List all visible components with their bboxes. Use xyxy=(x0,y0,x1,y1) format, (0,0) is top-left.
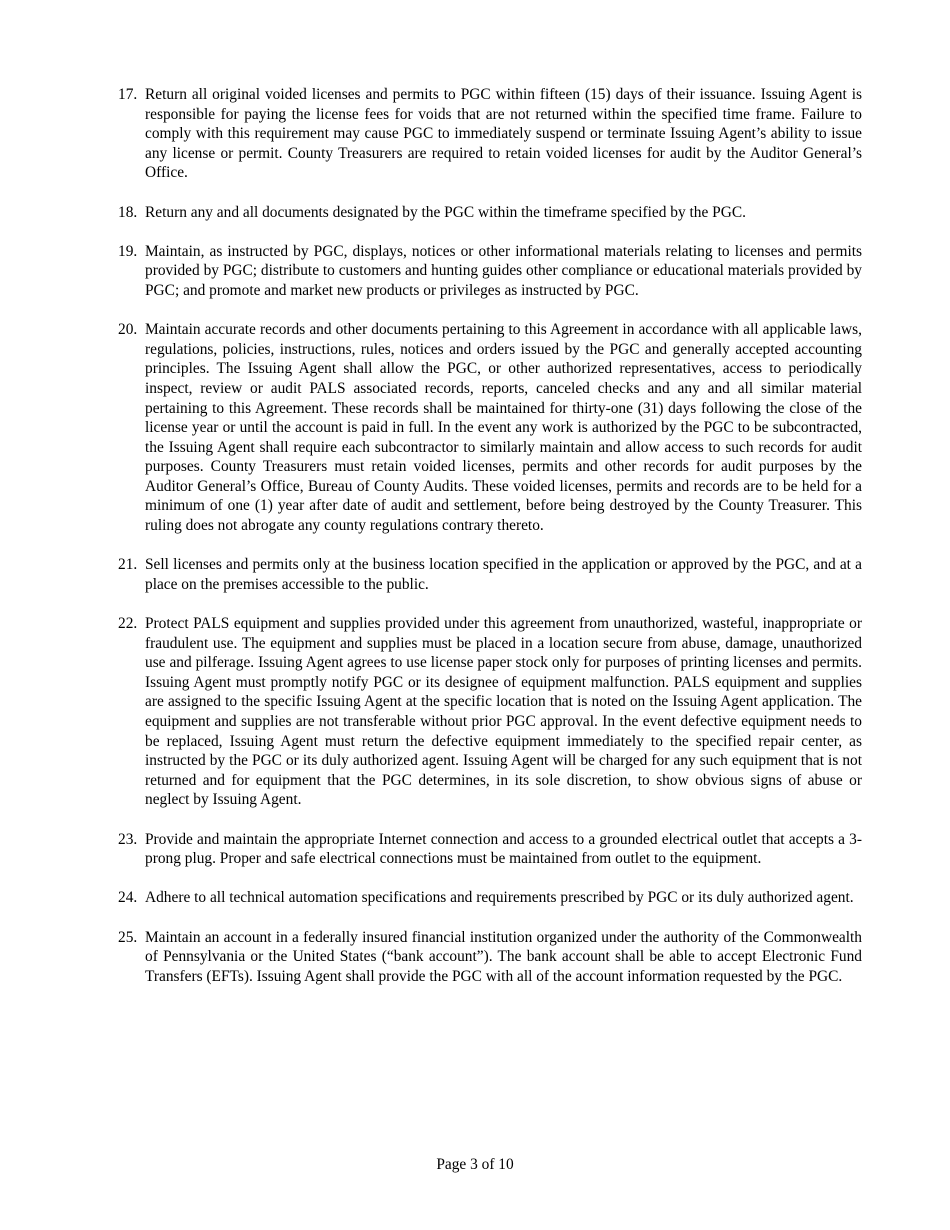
item-text: Maintain accurate records and other documents pertaining to this Agreement in accordance with all applicable laws, regulations, policies, instructions, rules, notices and orders issued by the PGC and generally accepted accounting principles. The Issuing Agent shall allow the PGC, or other authorized representatives, access to periodically inspect, review or audit PALS associated records, reports, canceled checks and any and all similar material pertaining to this Agreement. These records shall be maintained for thirty-one (31) days following the close of the license year or until the account is paid in full. In the event any work is authorized by the PGC to be subcontracted, the Issuing Agent shall require each subcontractor to similarly maintain and allow access to such records for audit purposes. County Treasurers must retain voided licenses, permits and other records for audit purposes by the Auditor General’s Office, Bureau of County Audits. These voided licenses, permits and records are to be held for a minimum of one (1) year after date of audit and settlement, before being destroyed by the County Treasurer. This ruling does not abrogate any county regulations contrary thereto. xyxy=(145,321,862,535)
item-number: 21. xyxy=(118,556,138,574)
numbered-list xyxy=(118,85,862,1006)
item-text: Maintain an account in a federally insured financial institution organized under the authority of the Commonwealth of Pennsylvania or the United States (“bank account”). The bank account shall be able to accept Electronic Fund Transfers (EFTs). Issuing Agent shall provide the PGC with all of the account information requested by the PGC. xyxy=(145,928,862,985)
item-text: Maintain, as instructed by PGC, displays, notices or other informational materials relating to licenses and permits provided by PGC; distribute to customers and hunting guides other compliance or educational materials provided by PGC; and promote and market new products or privileges as instructed by PGC. xyxy=(145,242,862,299)
item-text: Protect PALS equipment and supplies provided under this agreement from unauthorized, wasteful, inappropriate or fraudulent use. The equipment and supplies must be placed in a location secure from abuse, damage, unauthorized use and pilferage. Issuing Agent agrees to use license paper stock only for purposes of printing licenses and permits. Issuing Agent must promptly notify PGC or its designee of equipment malfunction. PALS equipment and supplies are assigned to the specific Issuing Agent at the specific location that is noted on the Issuing Agent application. The equipment and supplies are not transferable without prior PGC approval. In the event defective equipment needs to be replaced, Issuing Agent must return the defective equipment immediately to the specified repair center, as instructed by the PGC or its duly authorized agent. Issuing Agent will be charged for any such equipment that is not returned and for equipment that the PGC determines, in its sole discretion, to show obvious signs of abuse or neglect by Issuing Agent. xyxy=(145,615,862,809)
item-text: Return any and all documents designated by the PGC within the timeframe specified by the PGC. xyxy=(145,203,746,221)
item-number: 25. xyxy=(118,928,138,946)
list-item xyxy=(118,320,862,536)
item-number: 20. xyxy=(118,321,138,339)
list-item xyxy=(118,203,862,223)
item-number: 17. xyxy=(118,86,138,103)
item-text: Adhere to all technical automation specifications and requirements prescribed by PGC or its duly authorized agent. xyxy=(145,889,854,907)
item-number: 23. xyxy=(118,830,138,848)
item-number: 24. xyxy=(118,889,138,907)
item-text: Return all original voided licenses and permits to PGC within fifteen (15) days of their issuance. Issuing Agent is responsible for paying the license fees for voids that are not returned within the specified time frame. Failure to comply with this requirement may cause PGC to immediately suspend or terminate Issuing Agent’s ability to issue any license or permit. County Treasurers are required to retain voided licenses for audit by the Auditor General’s Office. xyxy=(145,86,862,182)
list-item xyxy=(118,85,862,183)
item-number: 22. xyxy=(118,615,138,633)
list-item xyxy=(118,928,862,987)
item-number: 19. xyxy=(118,242,138,260)
list-item xyxy=(118,830,862,869)
item-text: Provide and maintain the appropriate Internet connection and access to a grounded electrical outlet that accepts a 3-prong plug. Proper and safe electrical connections must be maintained from outlet to the equipment. xyxy=(145,830,862,868)
list-item xyxy=(118,888,862,908)
page-number-footer: Page 3 of 10 xyxy=(436,1156,514,1173)
list-item xyxy=(118,614,862,810)
item-text: Sell licenses and permits only at the business location specified in the application or approved by the PGC, and at a place on the premises accessible to the public. xyxy=(145,556,862,593)
list-item xyxy=(118,555,862,594)
item-number: 18. xyxy=(118,203,138,221)
list-item xyxy=(118,242,862,301)
